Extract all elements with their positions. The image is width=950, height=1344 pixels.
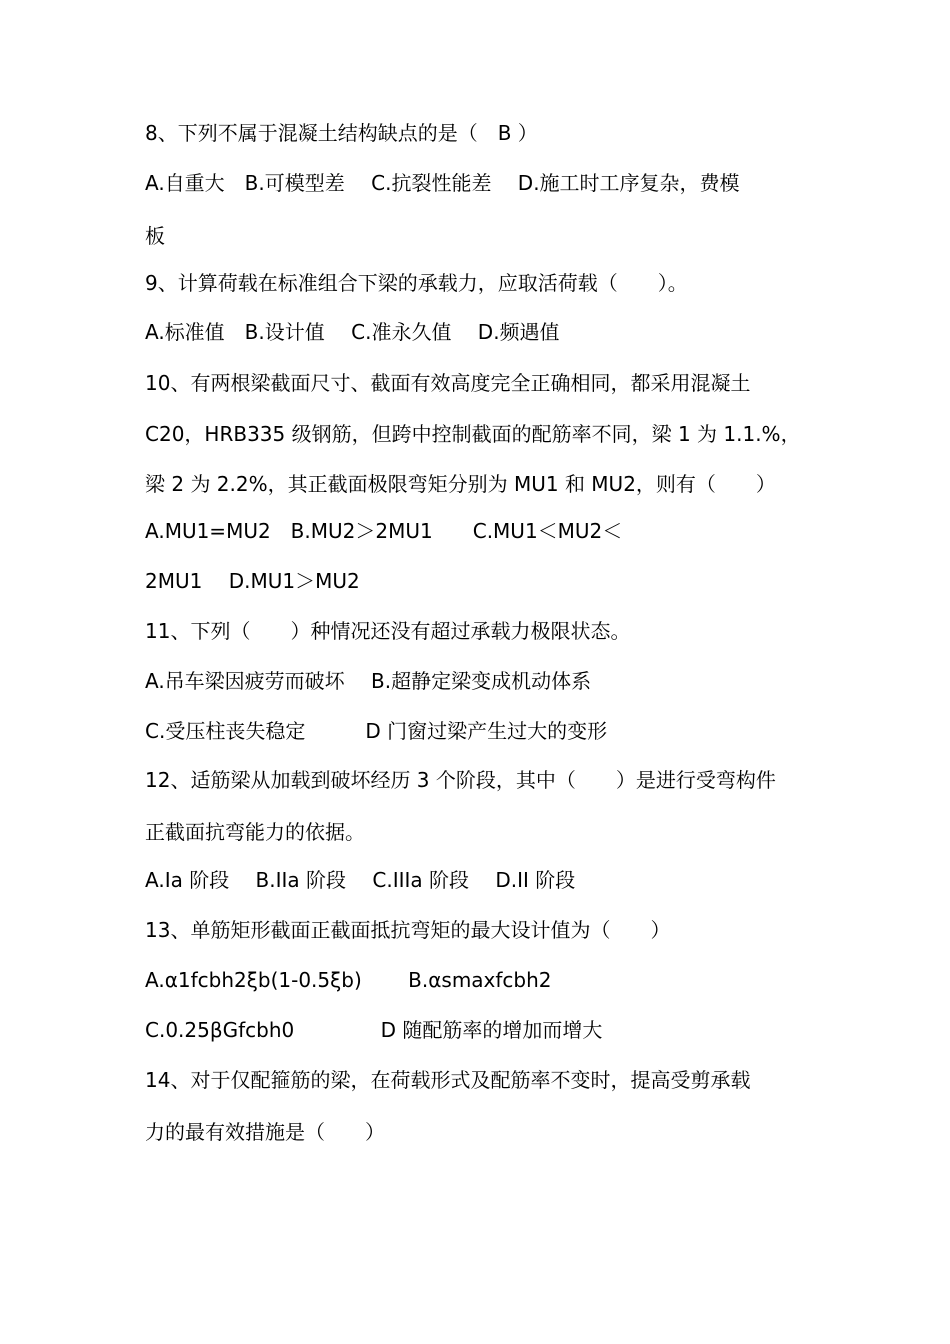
question-8-options-continued: 板 (145, 224, 165, 248)
question-13-options-cd: C.0.25βGfcbh0 D 随配筋率的增加而增大 (145, 1018, 603, 1042)
question-13-stem: 13、单筋矩形截面正截面抵抗弯矩的最大设计值为（ ） (145, 918, 671, 942)
question-9-options: A.标准值 B.设计值 C.准永久值 D.频遇值 (145, 320, 560, 344)
question-8-options: A.自重大 B.可模型差 C.抗裂性能差 D.施工时工序复杂，费模 (145, 171, 740, 195)
question-10-stem-end: 梁 2 为 2.2%，其正截面极限弯矩分别为 MU1 和 MU2，则有（ ） (145, 472, 776, 496)
question-12-options: A.Ia 阶段 B.IIa 阶段 C.IIIa 阶段 D.II 阶段 (145, 868, 576, 892)
question-10-stem-continued: C20，HRB335 级钢筋，但跨中控制截面的配筋率不同，梁 1 为 1.1.%， (145, 422, 801, 446)
question-9-stem: 9、计算荷载在标准组合下梁的承载力，应取活荷载（ ）。 (145, 271, 688, 295)
question-11-stem: 11、下列（ ）种情况还没有超过承载力极限状态。 (145, 619, 631, 643)
question-12-stem: 12、适筋梁从加载到破坏经历 3 个阶段，其中（ ）是进行受弯构件 (145, 768, 776, 792)
question-12-stem-continued: 正截面抗弯能力的依据。 (145, 820, 365, 844)
question-10-options-continued: 2MU1 D.MU1＞MU2 (145, 569, 360, 593)
question-10-options: A.MU1=MU2 B.MU2＞2MU1 C.MU1＜MU2＜ (145, 519, 623, 543)
question-10-stem: 10、有两根梁截面尺寸、截面有效高度完全正确相同，都采用混凝土 (145, 371, 751, 395)
question-14-stem: 14、对于仅配箍筋的梁，在荷载形式及配筋率不变时，提高受剪承载 (145, 1068, 751, 1092)
question-8-stem: 8、下列不属于混凝土结构缺点的是（ B ） (145, 121, 538, 145)
question-14-stem-continued: 力的最有效措施是（ ） (145, 1120, 385, 1144)
question-11-options-ab: A.吊车梁因疲劳而破坏 B.超静定梁变成机动体系 (145, 669, 592, 693)
question-11-options-cd: C.受压柱丧失稳定 D 门窗过梁产生过大的变形 (145, 719, 608, 743)
question-13-options-ab: A.α1fcbh2ξb(1-0.5ξb) B.αsmaxfcbh2 (145, 968, 552, 992)
